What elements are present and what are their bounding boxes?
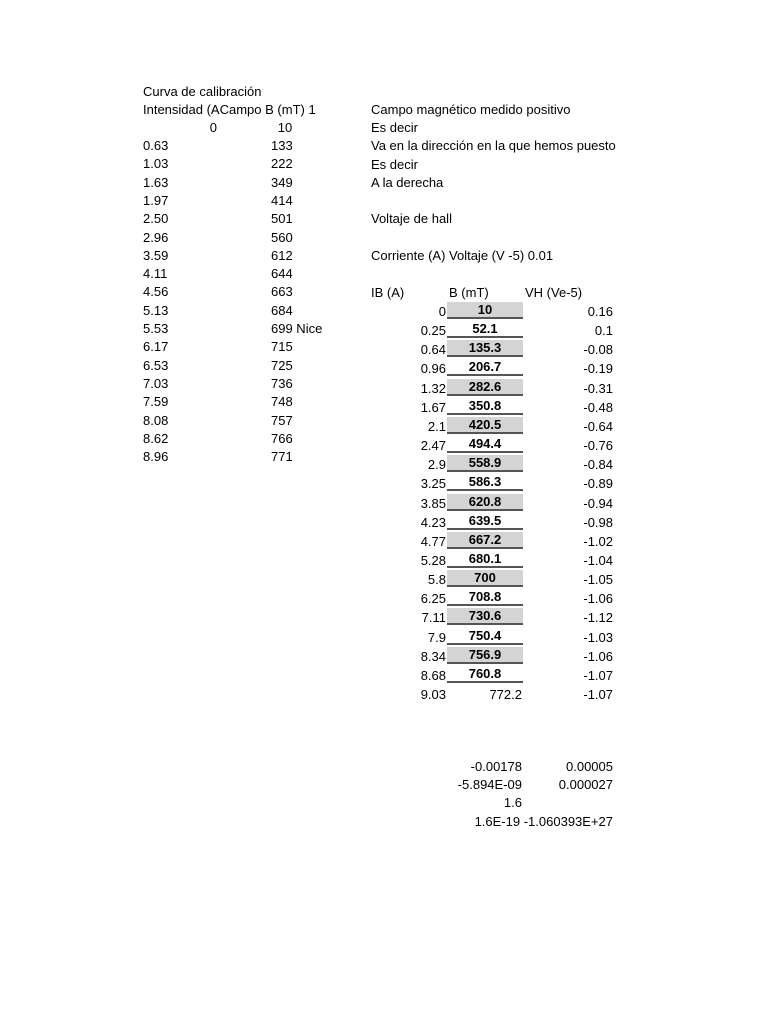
calibration-field: 663 — [271, 284, 293, 299]
hall-ib-cell: 1.32 — [420, 381, 446, 396]
hall-b-cell: 494.4 — [447, 436, 523, 453]
hall-ib-cell: 6.25 — [420, 591, 446, 606]
calibration-intensity: 1.03 — [143, 156, 169, 171]
note-voltaje-hall: Voltaje de hall — [371, 211, 452, 226]
calibration-field: 612 — [271, 248, 293, 263]
hall-b-cell: 52.1 — [447, 321, 523, 338]
calibration-intensity: 0.63 — [143, 138, 169, 153]
hall-ib-cell: 0.64 — [420, 342, 446, 357]
calibration-intensity: 6.53 — [143, 358, 169, 373]
hall-b-cell: 586.3 — [447, 474, 523, 491]
note-derecha: A la derecha — [371, 175, 444, 190]
fit-r1c1: -0.00178 — [470, 759, 522, 774]
calibration-field: 349 — [271, 175, 293, 190]
calibration-intensity: 8.62 — [143, 431, 169, 446]
hall-b-cell: 135.3 — [447, 340, 523, 357]
hall-vh-cell: -1.05 — [583, 572, 613, 587]
sheet-title: Curva de calibración — [143, 84, 262, 99]
hall-b-cell: 558.9 — [447, 455, 523, 472]
hall-vh-cell: -0.98 — [583, 515, 613, 530]
hall-vh-cell: -1.07 — [583, 668, 613, 683]
hall-b-cell: 700 — [447, 570, 523, 587]
hall-vh-cell: -1.04 — [583, 553, 613, 568]
hall-vh-cell: -1.02 — [583, 534, 613, 549]
hall-ib-cell: 7.9 — [427, 630, 446, 645]
calibration-intensity: 5.53 — [143, 321, 169, 336]
hall-b-cell: 680.1 — [447, 551, 523, 568]
calibration-field: 757 — [271, 413, 293, 428]
calibration-field: 133 — [271, 138, 293, 153]
hall-b-cell: 756.9 — [447, 647, 523, 664]
hall-b-cell: 620.8 — [447, 494, 523, 511]
calibration-intensity: 8.96 — [143, 449, 169, 464]
hall-b-cell: 730.6 — [447, 608, 523, 625]
hall-ib-cell: 5.8 — [427, 572, 446, 587]
note-campo-medido: Campo magnético medido positivo — [371, 102, 571, 117]
calibration-intensity: 7.03 — [143, 376, 169, 391]
hall-vh-cell: -1.06 — [583, 591, 613, 606]
fit-r3c1: 1.6 — [503, 795, 522, 810]
hall-b-cell: 420.5 — [447, 417, 523, 434]
note-es-decir-1: Es decir — [371, 120, 418, 135]
hall-b-cell: 206.7 — [447, 359, 523, 376]
hall-b-cell: 772.2 — [489, 687, 522, 702]
hall-vh-cell: -0.19 — [583, 361, 613, 376]
calibration-field: 725 — [271, 358, 293, 373]
hall-ib-cell: 0.96 — [420, 361, 446, 376]
calibration-intensity: 2.50 — [143, 211, 169, 226]
calibration-intensity: 1.97 — [143, 193, 169, 208]
calibration-field: 766 — [271, 431, 293, 446]
hall-ib-cell: 1.67 — [420, 400, 446, 415]
hall-ib-cell: 2.47 — [420, 438, 446, 453]
hall-ib-cell: 2.1 — [427, 419, 446, 434]
hall-ib-cell: 0.25 — [420, 323, 446, 338]
hall-ib-cell: 5.28 — [420, 553, 446, 568]
hall-b-cell: 708.8 — [447, 589, 523, 606]
hall-ib-cell: 2.9 — [427, 457, 446, 472]
calibration-field: 771 — [271, 449, 293, 464]
hall-vh-cell: -0.94 — [583, 496, 613, 511]
hall-ib-cell: 7.11 — [421, 610, 446, 625]
hall-vh-cell: -0.31 — [583, 381, 613, 396]
hall-ib-cell: 3.85 — [420, 496, 446, 511]
hall-ib-cell: 4.23 — [420, 515, 446, 530]
hall-vh-cell: -1.07 — [583, 687, 613, 702]
note-corriente-voltaje: Corriente (A) Voltaje (V -5) 0.01 — [371, 248, 554, 263]
calibration-intensity: 2.96 — [143, 230, 169, 245]
hall-vh-cell: -0.64 — [583, 419, 613, 434]
calibration-field: 501 — [271, 211, 293, 226]
fit-r4: 1.6E-19 -1.060393E+27 — [474, 814, 613, 829]
hall-b-cell: 760.8 — [447, 666, 523, 683]
calibration-field: 684 — [271, 303, 293, 318]
hall-vh-cell: 0.16 — [587, 304, 613, 319]
hall-vh-cell: -0.76 — [583, 438, 613, 453]
hall-b-cell: 667.2 — [447, 532, 523, 549]
hall-vh-cell: -0.48 — [583, 400, 613, 415]
hall-vh-cell: -0.84 — [583, 457, 613, 472]
hall-ib-cell: 9.03 — [420, 687, 446, 702]
fit-r2c1: -5.894E-09 — [457, 777, 522, 792]
hall-b-cell: 350.8 — [447, 398, 523, 415]
hall-header-vh: VH (Ve-5) — [525, 285, 583, 300]
calibration-field: 715 — [271, 339, 293, 354]
hall-vh-cell: -0.08 — [583, 342, 613, 357]
hall-ib-cell: 8.34 — [420, 649, 446, 664]
hall-ib-cell: 3.25 — [420, 476, 446, 491]
calibration-field: 748 — [271, 394, 293, 409]
calibration-intensity: 1.63 — [143, 175, 169, 190]
fit-r1c2: 0.00005 — [566, 759, 613, 774]
calibration-field: 560 — [271, 230, 293, 245]
hall-ib-cell: 4.77 — [420, 534, 446, 549]
calibration-intensity: 3.59 — [143, 248, 169, 263]
hall-header-b: B (mT) — [449, 285, 489, 300]
calibration-intensity: 7.59 — [143, 394, 169, 409]
calibration-column-headers: Intensidad (ACampo B (mT) 1 — [143, 102, 316, 117]
calibration-intensity: 8.08 — [143, 413, 169, 428]
hall-vh-cell: -1.03 — [583, 630, 613, 645]
calibration-first-field: 10 — [277, 120, 293, 135]
calibration-intensity: 4.56 — [143, 284, 169, 299]
calibration-first-intensity: 0 — [209, 120, 217, 135]
fit-r2c2: 0.000027 — [558, 777, 613, 792]
hall-vh-cell: 0.1 — [594, 323, 613, 338]
calibration-field: 699 Nice — [271, 321, 323, 336]
note-es-decir-2: Es decir — [371, 157, 418, 172]
calibration-field: 736 — [271, 376, 293, 391]
hall-ib-cell: 8.68 — [420, 668, 446, 683]
calibration-intensity: 6.17 — [143, 339, 169, 354]
calibration-field: 222 — [271, 156, 293, 171]
calibration-intensity: 5.13 — [143, 303, 169, 318]
hall-b-cell: 639.5 — [447, 513, 523, 530]
hall-ib-cell: 0 — [438, 304, 446, 319]
hall-b-cell: 10 — [447, 302, 523, 319]
hall-vh-cell: -1.06 — [583, 649, 613, 664]
note-direccion: Va en la dirección en la que hemos puesto — [371, 138, 616, 153]
calibration-intensity: 4.11 — [143, 266, 168, 281]
calibration-field: 644 — [271, 266, 293, 281]
hall-vh-cell: -1.12 — [583, 610, 613, 625]
calibration-field: 414 — [271, 193, 293, 208]
hall-b-cell: 282.6 — [447, 379, 523, 396]
hall-vh-cell: -0.89 — [583, 476, 613, 491]
hall-b-cell: 750.4 — [447, 628, 523, 645]
hall-header-ib: IB (A) — [371, 285, 405, 300]
